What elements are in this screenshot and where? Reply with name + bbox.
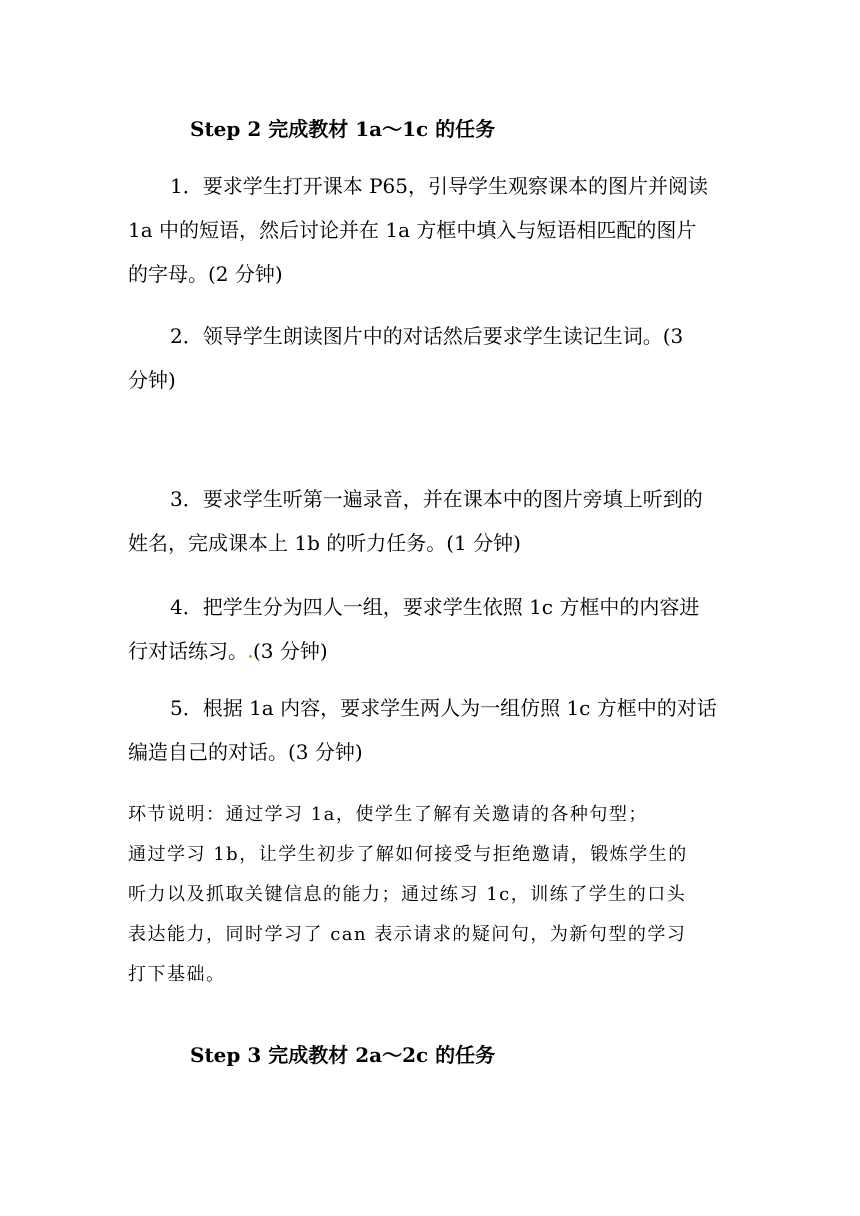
- task-item-3-line-1: 3．要求学生听第一遍录音，并在课本中的图片旁填上听到的: [170, 487, 703, 511]
- task-item-4: [128, 585, 738, 673]
- note-line-3: 听力以及抓取关键信息的能力；通过练习 1c，训练了学生的口头: [128, 884, 687, 905]
- task-item-1: [128, 164, 738, 296]
- task-item-2: [128, 314, 738, 402]
- task-item-5: [128, 686, 738, 774]
- note-line-5: 打下基础。: [128, 964, 226, 985]
- mark-dot: [249, 655, 252, 658]
- task-item-5-line-1: 5．根据 1a 内容，要求学生两人为一组仿照 1c 方框中的对话: [170, 696, 717, 720]
- task-item-4-line-1: 4．把学生分为四人一组，要求学生依照 1c 方框中的内容进: [170, 595, 700, 619]
- task-item-3-line-2: 姓名，完成课本上 1b 的听力任务。(1 分钟): [128, 531, 521, 555]
- task-item-1-line-2: 1a 中的短语，然后讨论并在 1a 方框中填入与短语相匹配的图片: [128, 218, 697, 242]
- task-item-1-line-3: 的字母。(2 分钟): [128, 262, 283, 286]
- step2-heading: Step 2 完成教材 1a～1c 的任务: [190, 117, 496, 141]
- note-line-4: 表达能力，同时学习了 can 表示请求的疑问句，为新句型的学习: [128, 924, 687, 945]
- task-item-3: [128, 477, 738, 565]
- task-item-4-line-2: 行对话练习。 (3 分钟): [128, 639, 328, 663]
- task-item-1-line-1: 1．要求学生打开课本 P65，引导学生观察课本的图片并阅读: [170, 174, 708, 198]
- task-item-2-line-1: 2．领导学生朗读图片中的对话然后要求学生读记生词。(3: [170, 324, 684, 348]
- step3-heading: Step 3 完成教材 2a～2c 的任务: [190, 1043, 496, 1067]
- task-item-2-line-2: 分钟): [128, 368, 176, 392]
- note-line-2: 通过学习 1b，让学生初步了解如何接受与拒绝邀请，锻炼学生的: [128, 844, 688, 865]
- task-item-5-line-2: 编造自己的对话。(3 分钟): [128, 740, 363, 764]
- note-line-1: 环节说明：通过学习 1a，使学生了解有关邀请的各种句型；: [128, 804, 648, 825]
- section-note: [128, 795, 738, 995]
